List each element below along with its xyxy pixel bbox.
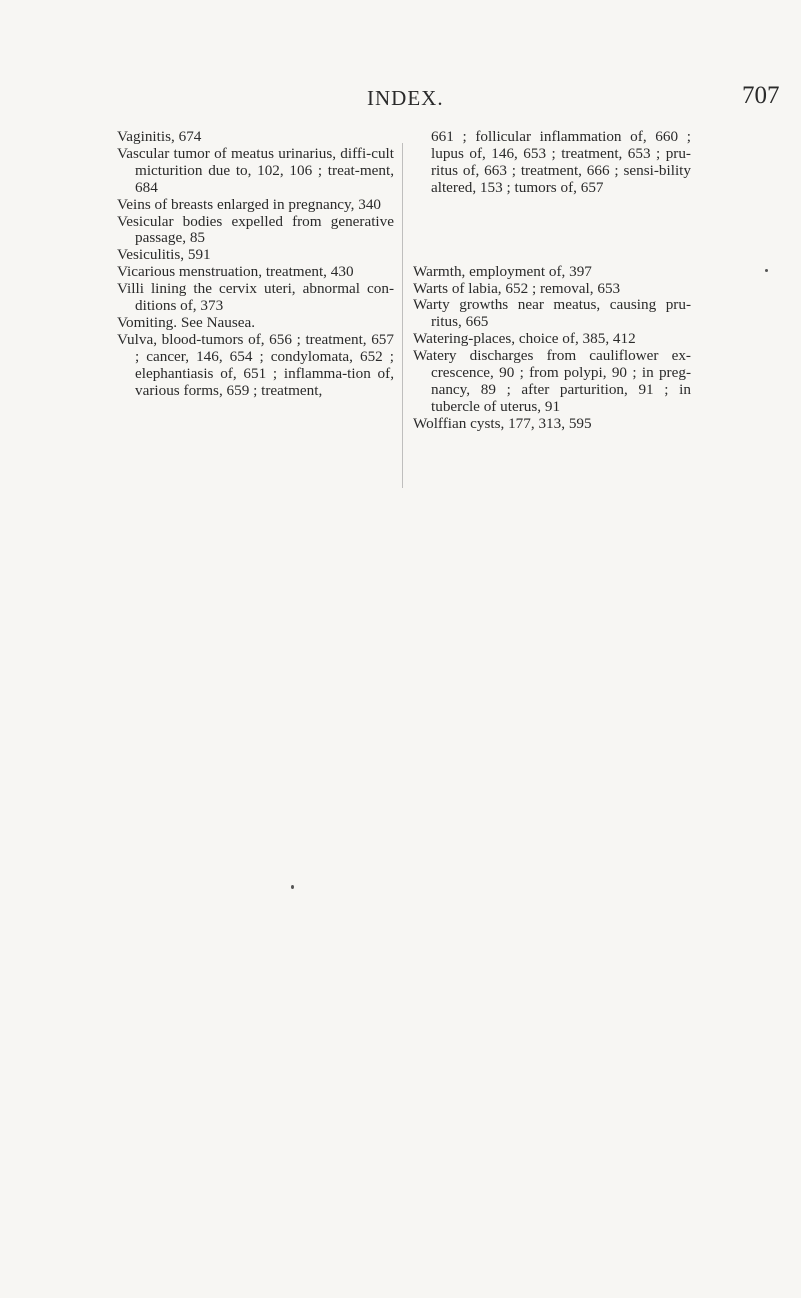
index-entry: Wolffian cysts, 177, 313, 595 (413, 414, 592, 432)
index-entry: Vesiculitis, 591 (117, 246, 211, 264)
index-entry: Vaginitis, 674 (117, 128, 202, 145)
index-entry: Warmth, employment of, 397 (413, 262, 592, 280)
index-entry: Vesicular bodies expelled from generative passage, 85 (117, 212, 394, 247)
index-entry: Watery discharges from cauliflower ex-crescence, 90 ; from polypi, 90 ; in preg-nancy, 89 ; after parturition, 91 ; in tubercle of uterus, 91 (413, 347, 691, 415)
letter-section-gap (413, 197, 691, 264)
index-entry: Vomiting. See Nausea. (117, 313, 256, 331)
index-column-right (413, 129, 691, 433)
print-speck (765, 269, 768, 272)
index-entry: Warts of labia, 652 ; removal, 653 (413, 279, 621, 297)
index-entry: Vulva, blood-tumors of, 656 ; treatment, 657 ; cancer, 146, 654 ; condylomata, 652 ; elephantiasis of, 651 ; inflamma-tion of, various forms, 659 ; treatment, (117, 330, 394, 399)
index-entry: Veins of breasts enlarged in pregnancy, 340 (117, 195, 382, 213)
index-entry: Warty growths near meatus, causing pru-ritus, 665 (413, 296, 691, 331)
page-title: INDEX. (367, 86, 444, 110)
index-entry: Villi lining the cervix uteri, abnormal con-ditions of, 373 (117, 280, 394, 315)
index-entry: Watering-places, choice of, 385, 412 (413, 330, 636, 348)
index-entry-continuation: 661 ; follicular inflammation of, 660 ; lupus of, 146, 653 ; treatment, 653 ; pru-ritus of, 663 ; treatment, 666 ; sensi-bility altered, 153 ; tumors of, 657 (431, 128, 691, 196)
index-entry: Vicarious menstruation, treatment, 430 (117, 263, 354, 281)
print-speck (291, 885, 294, 889)
column-divider (402, 143, 403, 488)
page-number: 707 (742, 82, 780, 109)
index-entry: Vascular tumor of meatus urinarius, diffi-cult micturition due to, 102, 106 ; treat-ment, 684 (117, 144, 394, 196)
index-column-left (117, 129, 394, 400)
